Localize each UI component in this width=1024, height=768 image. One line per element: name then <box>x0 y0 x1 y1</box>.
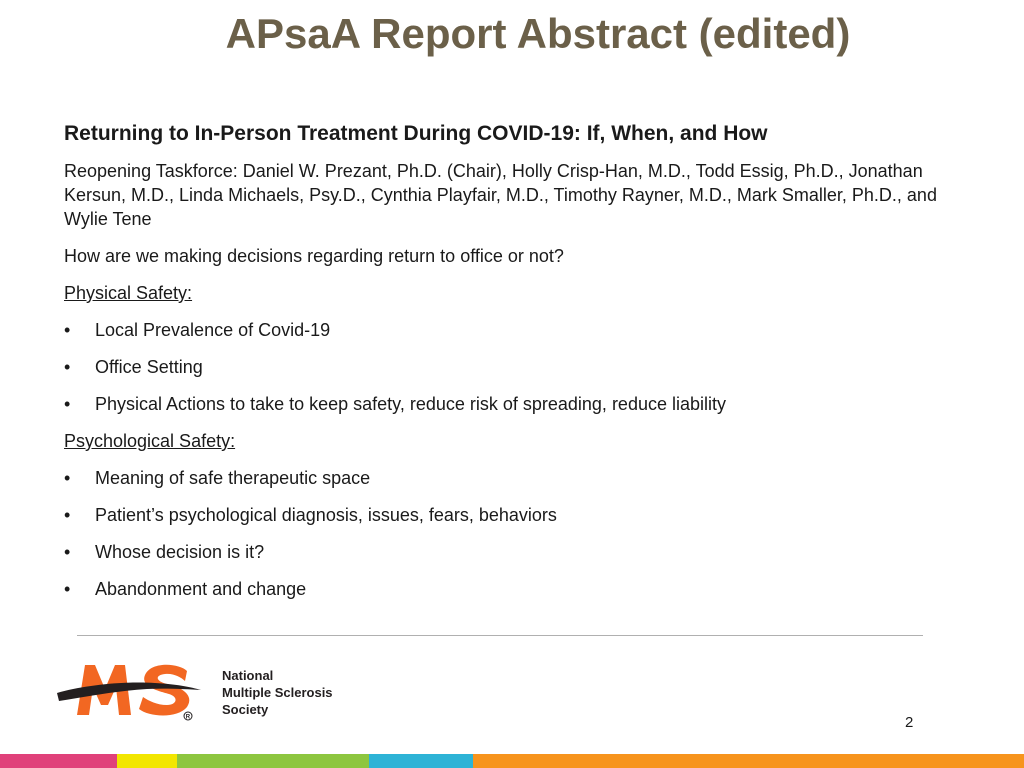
psychological-safety-list <box>64 466 964 601</box>
list-item-text: Patient’s psychological diagnosis, issues, fears, behaviors <box>95 505 557 525</box>
bullet-icon: • <box>64 505 71 525</box>
logo-text-line: Multiple Sclerosis <box>222 685 333 700</box>
bullet-icon: • <box>64 468 71 488</box>
color-segment <box>369 754 473 768</box>
list-item <box>64 577 964 601</box>
logo-text-line: Society <box>222 702 269 717</box>
list-item-text: Local Prevalence of Covid-19 <box>95 320 331 340</box>
taskforce-members: Reopening Taskforce: Daniel W. Prezant, Ph.D. (Chair), Holly Crisp-Han, M.D., Todd Essig, Ph.D., Jonathan Kersun, M.D., Linda Michaels, Psy.D., Cynthia Playfair, M.D., Timothy Rayner, M.D., Mark Smaller, Ph.D., and Wylie Tene <box>64 161 937 229</box>
footer-divider <box>77 635 923 636</box>
abstract-subtitle: Returning to In-Person Treatment During COVID-19: If, When, and How <box>64 122 768 145</box>
color-segment <box>282 754 369 768</box>
list-item <box>64 466 964 490</box>
color-segment <box>177 754 282 768</box>
nmss-wordmark <box>222 667 333 718</box>
color-segment <box>117 754 177 768</box>
physical-safety-list <box>64 318 964 416</box>
list-item-text: Meaning of safe therapeutic space <box>95 468 371 488</box>
bullet-icon: • <box>64 542 71 562</box>
list-item-text: Office Setting <box>95 357 203 377</box>
slide-content <box>64 120 964 614</box>
list-item <box>64 355 964 379</box>
list-item <box>64 503 964 527</box>
color-segment <box>473 754 1024 768</box>
list-item-text: Whose decision is it? <box>95 542 265 562</box>
list-item-text: Abandonment and change <box>95 579 307 599</box>
footer-color-bar <box>0 754 1024 768</box>
bullet-icon: • <box>64 320 71 340</box>
list-item <box>64 540 964 564</box>
list-item-text: Physical Actions to take to keep safety, reduce risk of spreading, reduce liability <box>95 394 726 414</box>
ms-logo-icon <box>55 655 205 725</box>
svg-text:R: R <box>185 714 191 721</box>
bullet-icon: • <box>64 579 71 599</box>
color-segment <box>0 754 117 768</box>
nmss-logo <box>55 655 355 725</box>
physical-safety-heading: Physical Safety: <box>64 283 193 303</box>
logo-text-line: National <box>222 668 274 683</box>
page-number: 2 <box>905 714 914 731</box>
decision-question: How are we making decisions regarding return to office or not? <box>64 246 564 266</box>
psychological-safety-heading: Psychological Safety: <box>64 431 236 451</box>
slide-title: APsaA Report Abstract (edited) <box>225 10 851 57</box>
bullet-icon: • <box>64 394 71 414</box>
bullet-icon: • <box>64 357 71 377</box>
list-item <box>64 392 964 416</box>
list-item <box>64 318 964 342</box>
